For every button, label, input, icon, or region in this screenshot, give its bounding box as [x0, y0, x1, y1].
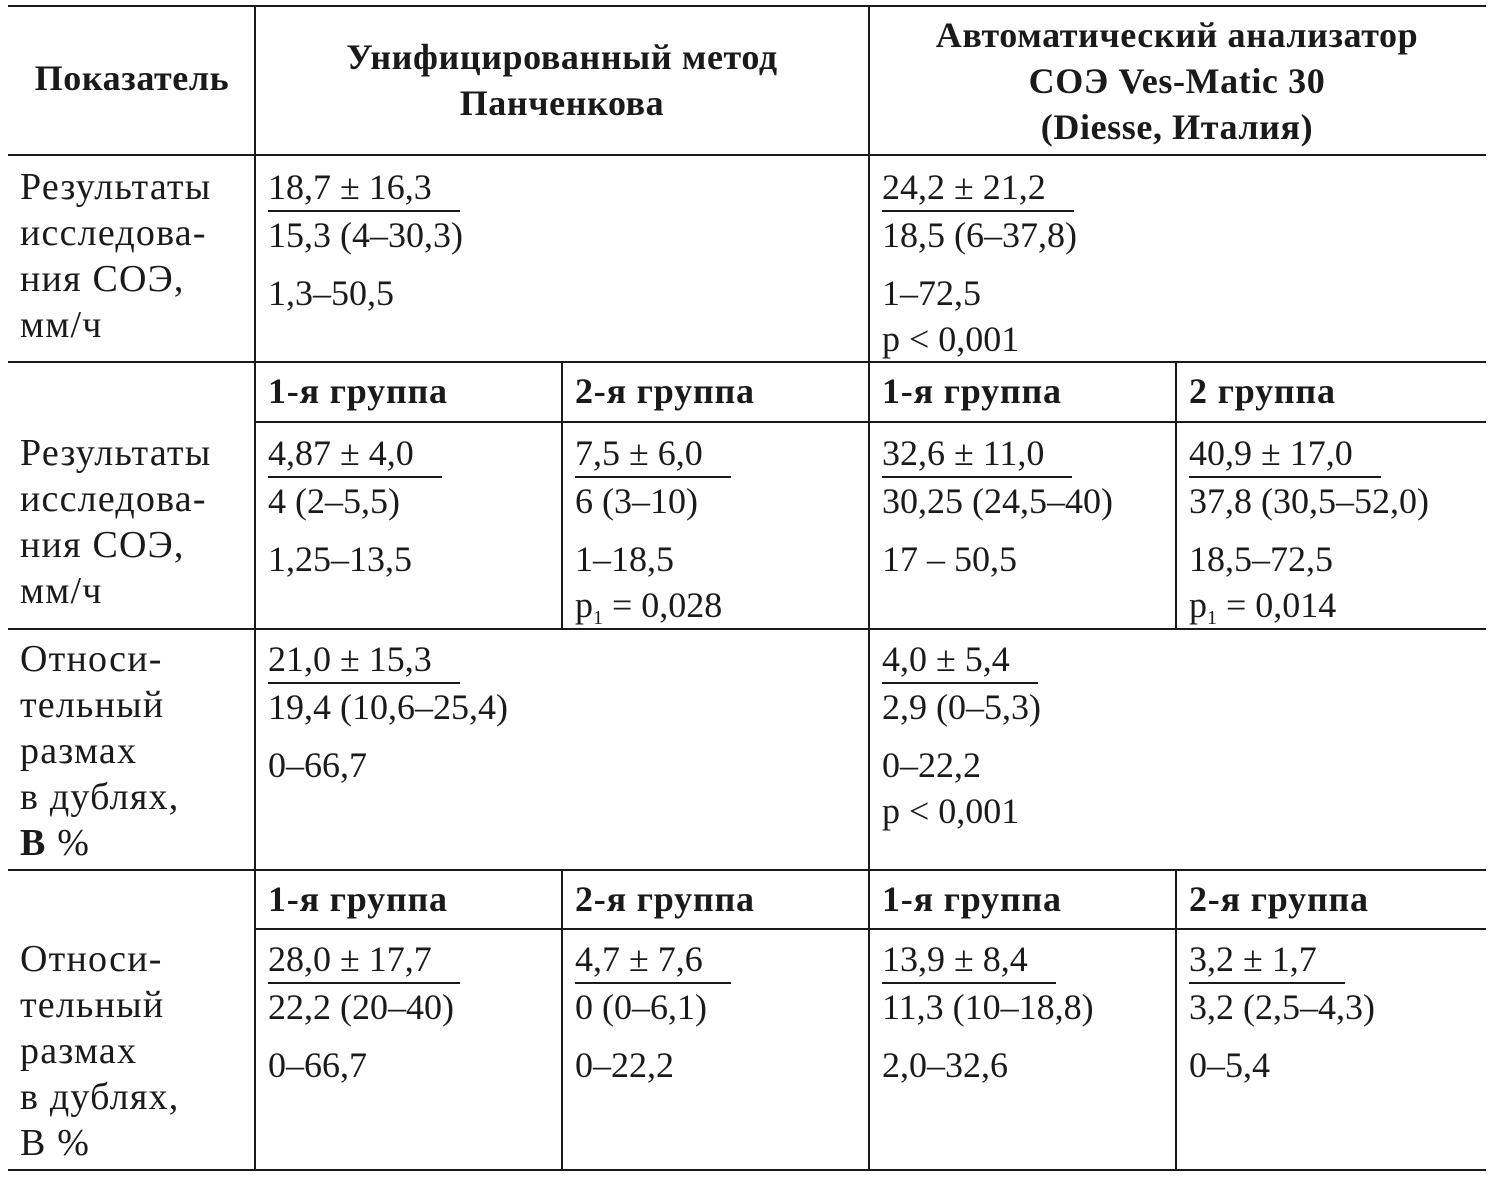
value-cell: [882, 164, 1077, 362]
header-line: СОЭ Ves-Matic 30: [1028, 61, 1326, 101]
mean-sd: 32,6 ± 11,0: [882, 430, 1072, 478]
group-header: 1-я группа: [882, 371, 1062, 411]
row-label-line: [20, 820, 179, 866]
mean-sd: 4,87 ± 4,0: [268, 430, 442, 478]
median-iqr: 15,3 (4–30,3): [268, 215, 463, 255]
header-line: Унифицированный метод: [346, 37, 778, 77]
row-label-line: исследова-: [20, 478, 207, 520]
row-label: [20, 936, 179, 1166]
row-label-line: размах: [20, 1030, 138, 1072]
value-cell: [1189, 936, 1375, 1088]
header-line: Панченкова: [459, 83, 665, 123]
range: 18,5–72,5: [1189, 539, 1333, 579]
row-label-line: в дублях,: [20, 776, 180, 818]
median-iqr: 2,9 (0–5,3): [882, 687, 1041, 727]
median-iqr: 4 (2–5,5): [268, 481, 400, 521]
median-iqr: 22,2 (20–40): [268, 987, 454, 1027]
p-subscript: 1: [1207, 607, 1217, 629]
range: 17 – 50,5: [882, 539, 1017, 579]
row-label-bold: В: [20, 822, 47, 864]
table-rule: [8, 361, 1486, 363]
row-label: [20, 430, 211, 614]
row-label: [20, 636, 179, 866]
table-rule: [561, 869, 563, 1171]
p-value: p < 0,001: [882, 791, 1020, 831]
mean-sd: 18,7 ± 16,3: [268, 164, 460, 212]
p-value: [1189, 582, 1429, 641]
value-cell: [268, 164, 463, 316]
p-value: [575, 582, 731, 641]
range: 2,0–32,6: [882, 1045, 1008, 1085]
value-cell: [882, 636, 1041, 834]
value-cell: [882, 936, 1094, 1088]
median-iqr: 0 (0–6,1): [575, 987, 707, 1027]
row-label-line: В %: [20, 1122, 91, 1164]
range: 0–66,7: [268, 1045, 367, 1085]
row-label-line: Относи-: [20, 638, 163, 680]
mean-sd: 13,9 ± 8,4: [882, 936, 1056, 984]
range: 1,3–50,5: [268, 273, 394, 313]
range: 0–66,7: [268, 745, 367, 785]
table-rule: [8, 1169, 1486, 1171]
table-rule: [561, 361, 563, 629]
mean-sd: 7,5 ± 6,0: [575, 430, 731, 478]
table-rule: [1175, 361, 1177, 629]
mean-sd: 21,0 ± 15,3: [268, 636, 460, 684]
p-symbol: p: [575, 585, 593, 625]
row-label-line: Результаты: [20, 432, 212, 474]
median-iqr: 30,25 (24,5–40): [882, 481, 1113, 521]
row-label-line: мм/ч: [20, 570, 103, 612]
range: 1,25–13,5: [268, 539, 412, 579]
mean-sd: 3,2 ± 1,7: [1189, 936, 1345, 984]
group-header: 1-я группа: [268, 371, 448, 411]
row-label-line: размах: [20, 730, 138, 772]
header-line: (Diesse, Италия): [1040, 107, 1314, 147]
group-header: 2-я группа: [1189, 879, 1369, 919]
header-vesmatic: [872, 12, 1482, 150]
header-indicator: Показатель: [34, 58, 230, 98]
p-subscript: 1: [593, 607, 603, 629]
value-cell: [268, 636, 508, 788]
group-header: 1-я группа: [882, 879, 1062, 919]
median-iqr: 3,2 (2,5–4,3): [1189, 987, 1375, 1027]
table-rule: [868, 5, 870, 1171]
range: 0–22,2: [575, 1045, 674, 1085]
row-label-line: тельный: [20, 684, 165, 726]
p-number: = 0,028: [603, 585, 723, 625]
row-label-line: Результаты: [20, 166, 212, 208]
median-iqr: 19,4 (10,6–25,4): [268, 687, 508, 727]
header-line: Автоматический анализатор: [935, 15, 1419, 55]
table-rule: [256, 421, 1486, 423]
row-label-line: мм/ч: [20, 304, 103, 346]
row-label: [20, 164, 211, 348]
range: 1–72,5: [882, 273, 981, 313]
value-cell: [575, 936, 731, 1088]
table-rule: [8, 869, 1486, 871]
range: 0–22,2: [882, 745, 981, 785]
value-cell: [268, 936, 460, 1088]
mean-sd: 28,0 ± 17,7: [268, 936, 460, 984]
range: 1–18,5: [575, 539, 674, 579]
header-panchenkov: [258, 34, 866, 126]
row-label-line: ния СОЭ,: [20, 258, 185, 300]
mean-sd: 4,7 ± 7,6: [575, 936, 731, 984]
value-cell: [882, 430, 1113, 582]
table-rule: [8, 5, 1486, 7]
table-rule: [254, 5, 256, 1171]
mean-sd: 40,9 ± 17,0: [1189, 430, 1381, 478]
p-value: p < 0,001: [882, 319, 1020, 359]
row-label-line: тельный: [20, 984, 165, 1026]
group-header: 2 группа: [1189, 371, 1336, 411]
row-label-line: в дублях,: [20, 1076, 180, 1118]
group-header: 1-я группа: [268, 879, 448, 919]
table-rule: [256, 928, 1486, 930]
median-iqr: 18,5 (6–37,8): [882, 215, 1077, 255]
group-header: 2-я группа: [575, 371, 755, 411]
value-cell: [268, 430, 442, 582]
value-cell: [575, 430, 731, 641]
median-iqr: 37,8 (30,5–52,0): [1189, 481, 1429, 521]
row-label-unit: %: [46, 822, 91, 864]
value-cell: [1189, 430, 1429, 641]
group-header: 2-я группа: [575, 879, 755, 919]
median-iqr: 11,3 (10–18,8): [882, 987, 1094, 1027]
row-label-line: исследова-: [20, 212, 207, 254]
mean-sd: 24,2 ± 21,2: [882, 164, 1074, 212]
range: 0–5,4: [1189, 1045, 1270, 1085]
row-label-line: Относи-: [20, 938, 163, 980]
mean-sd: 4,0 ± 5,4: [882, 636, 1038, 684]
median-iqr: 6 (3–10): [575, 481, 698, 521]
table-rule: [8, 154, 1486, 156]
table-rule: [1175, 869, 1177, 1171]
row-label-line: ния СОЭ,: [20, 524, 185, 566]
p-symbol: p: [1189, 585, 1207, 625]
p-number: = 0,014: [1217, 585, 1337, 625]
